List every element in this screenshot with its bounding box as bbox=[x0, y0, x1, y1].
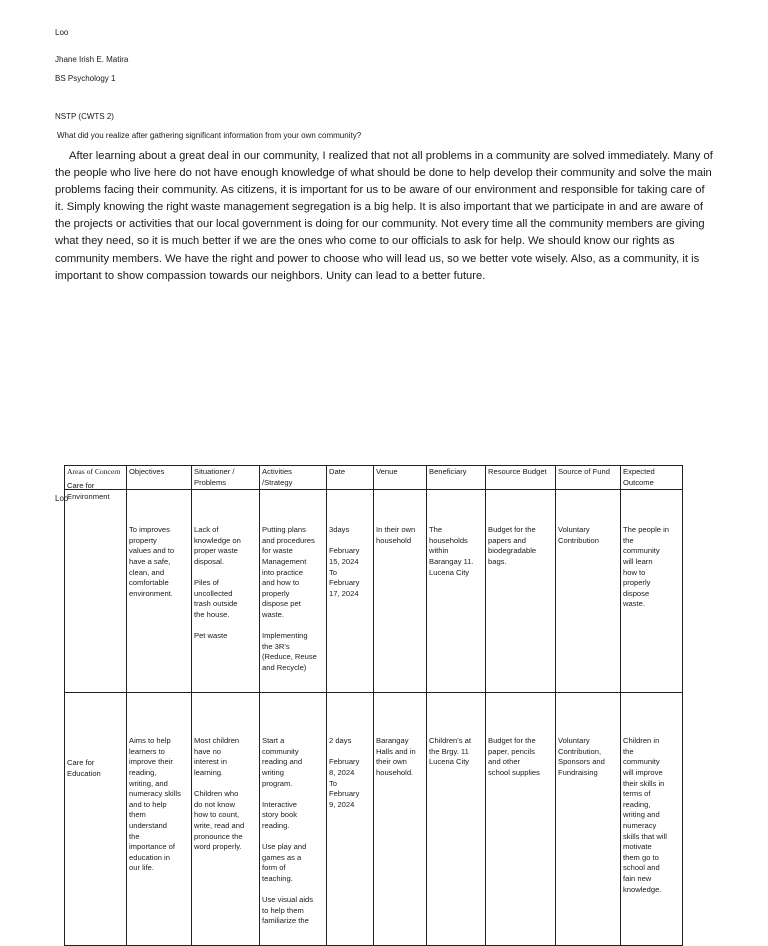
header-objectives: Objectives bbox=[127, 466, 192, 490]
table-row bbox=[65, 490, 683, 693]
header-venue: Venue bbox=[374, 466, 427, 490]
outcome-cell: The people in the community will learn how to properly dispose waste. bbox=[623, 525, 670, 609]
budget-cell: Budget for the paper, pencils and other school supplies bbox=[488, 736, 540, 777]
problems-cell: Lack of knowledge on proper waste disposal. Piles of uncollected trash outside the house. Pet waste bbox=[194, 525, 241, 641]
header-date: Date bbox=[327, 466, 374, 490]
header-outcome: Expected Outcome bbox=[621, 466, 683, 490]
outcome-cell: Children in the community will improve their skills in terms of reading, writing and numeracy skills that will motivate them go to school and fain new knowledge. bbox=[623, 736, 667, 894]
activities-cell: Start a community reading and writing program. Interactive story book reading. Use play and games as a form of teaching. Use visual aids to help them familiarize the bbox=[262, 736, 314, 926]
date-cell: 3days February 15, 2024 To February 17, 2024 bbox=[329, 525, 360, 598]
subject: NSTP (CWTS 2) bbox=[55, 112, 114, 121]
course: BS Psychology 1 bbox=[55, 74, 116, 83]
essay-paragraph: After learning about a great deal in our community, I realized that not all problems in a community are solved immediately. Many of the people who live here do not have enough knowledge of what should be done to help develop their community and solve the main problems facing their community. As citizens, it is important for us to be aware of our environment and responsible for taking care of it. Simply knowing the right waste management segregation is a big help. It is also important that we participate in and are aware of the projects or activities that our local government is doing for our community. Not every time all the community members are giving what they need, so it is much better if we are the ones who come to our officials to ask for help. We should know our rights as community members. We have the right and power to choose who will lead us, so we better vote wisely. Also, as a community, it is important to show compassion towards our neighbors. Unity can lead to a better future. bbox=[55, 150, 713, 282]
question: What did you realize after gathering significant information from your own community? bbox=[57, 131, 362, 140]
header-beneficiary: Beneficiary bbox=[427, 466, 486, 490]
header-problems: Situationer / Problems bbox=[192, 466, 260, 490]
beneficiary-cell: The households within Barangay 11. Lucena City bbox=[429, 525, 474, 577]
area-of-concern: Care for Education bbox=[67, 758, 101, 778]
student-name: Jhane Irish E. Matira bbox=[55, 55, 129, 64]
header-activities: Activities /Strategy bbox=[260, 466, 327, 490]
venue-cell: In their own household bbox=[376, 525, 416, 545]
objectives-cell: To improves property values and to have a safe, clean, and comfortable environment. bbox=[129, 525, 175, 598]
header-budget: Resource Budget bbox=[486, 466, 556, 490]
fund-cell: Voluntary Contribution, Sponsors and Fundraising bbox=[558, 736, 605, 777]
header-mark: Loo bbox=[55, 28, 69, 37]
budget-cell: Budget for the papers and biodegradable bags. bbox=[488, 525, 537, 566]
header-fund: Source of Fund bbox=[556, 466, 621, 490]
objectives-cell: Aims to help learners to improve their reading, writing, and numeracy skills and to help them understand the importance of education in our life. bbox=[129, 736, 181, 873]
margin-mark: Loo bbox=[55, 494, 69, 503]
fund-cell: Voluntary Contribution bbox=[558, 525, 599, 545]
activities-cell: Putting plans and procedures for waste Management into practice and how to properly dispose pet waste. Implementing the 3R's (Reduce, Reuse and Recycle) bbox=[262, 525, 317, 672]
header-areas-of-concern: Areas of Concern bbox=[65, 466, 127, 490]
beneficiary-cell: Children's at the Brgy. 11 Lucena City bbox=[429, 736, 471, 767]
date-cell: 2 days February 8, 2024 To February 9, 2024 bbox=[329, 736, 360, 809]
table-header-row bbox=[65, 466, 683, 490]
area-of-concern: Care for Environment bbox=[67, 481, 110, 501]
venue-cell: Barangay Halls and in their own household. bbox=[376, 736, 416, 777]
problems-cell: Most children have no interest in learning. Children who do not know how to count, write, read and pronounce the word properly. bbox=[194, 736, 245, 852]
table-row bbox=[65, 693, 683, 946]
action-plan-table bbox=[64, 465, 683, 946]
